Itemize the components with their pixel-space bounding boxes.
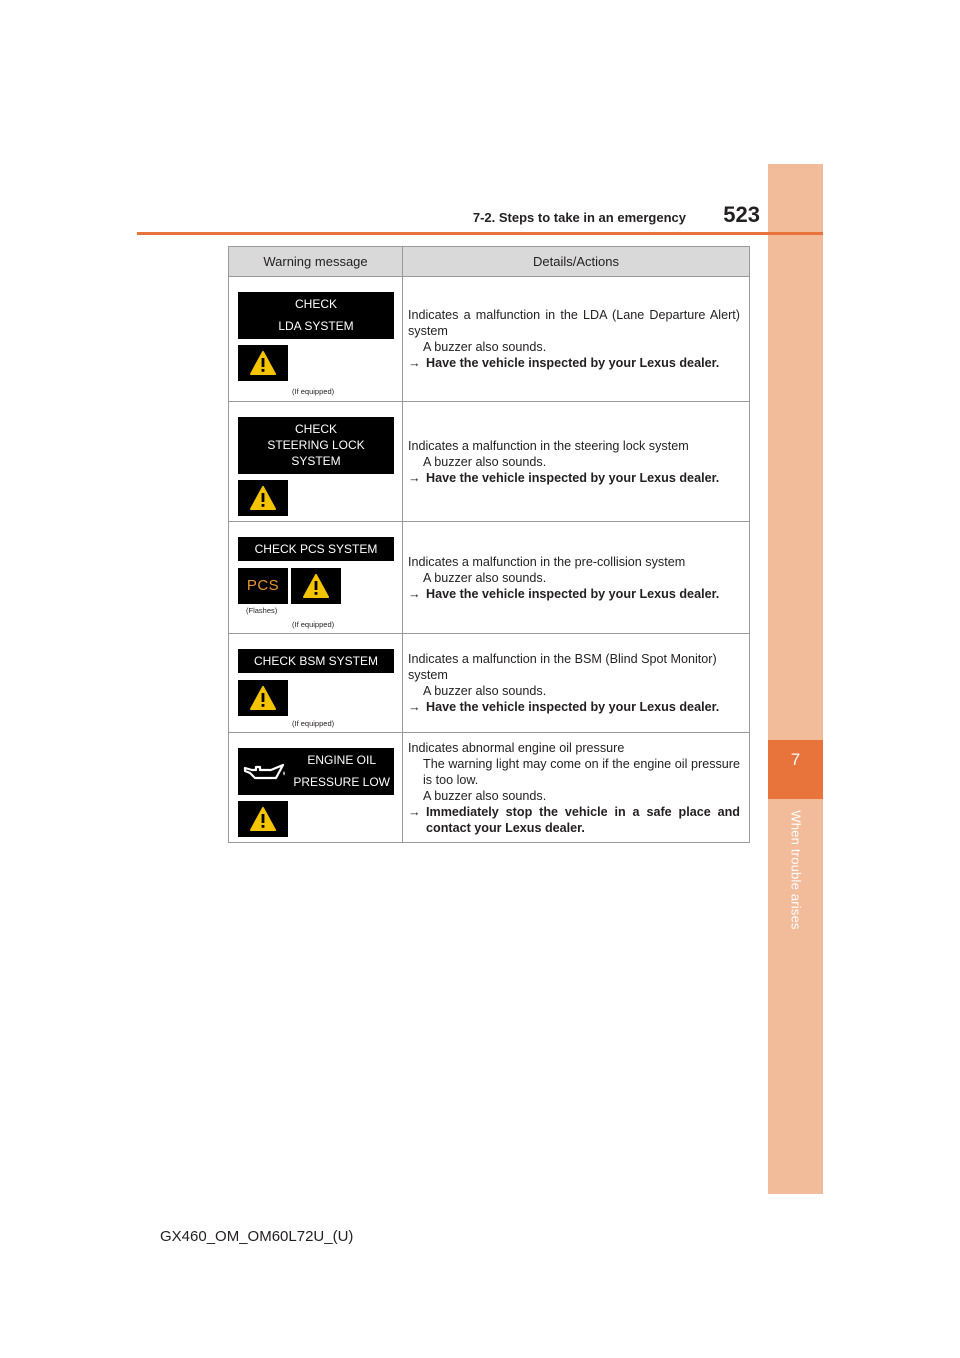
details-cell [403, 733, 750, 843]
warning-light [238, 480, 288, 516]
sub-note: A buzzer also sounds. [423, 788, 547, 803]
details-cell [403, 522, 750, 634]
chapter-number: 7 [790, 750, 801, 769]
description: Indicates abnormal engine oil pressure [408, 740, 625, 755]
warning-visual-cell [229, 522, 403, 634]
document-code: GX460_OM_OM60L72U_(U) [160, 1228, 354, 1245]
warning-triangle-icon [250, 686, 276, 710]
page-number: 523 [723, 202, 760, 227]
flashes-note: (Flashes) [246, 605, 278, 615]
description: Indicates a malfunction in the pre-collision system [408, 554, 686, 569]
section-title: 7-2. Steps to take in an emergency [472, 210, 686, 225]
warning-light [238, 680, 288, 716]
sub-note: A buzzer also sounds. [423, 454, 547, 469]
display-message: CHECK BSM SYSTEM [238, 649, 394, 673]
description: Indicates a malfunction in the steering lock system [408, 438, 689, 453]
if-equipped-note: (If equipped) [292, 619, 335, 629]
display-message: CHECK STEERING LOCK SYSTEM [238, 417, 394, 474]
warning-light [238, 345, 288, 381]
warning-triangle-icon [250, 807, 276, 831]
table-row [229, 522, 750, 634]
sub-note: A buzzer also sounds. [423, 340, 547, 354]
description: Indicates a malfunction in the LDA (Lane Departure Alert) system [408, 308, 740, 338]
warning-visual-cell [229, 277, 403, 402]
warning-visual-cell [229, 402, 403, 522]
table-row [229, 733, 750, 843]
display-message: ENGINE OIL PRESSURE LOW [238, 748, 394, 795]
sub-note: The warning light may come on if the engine oil pressure is too low. [423, 756, 740, 787]
table-row [229, 634, 750, 733]
warning-visual-cell [229, 634, 403, 733]
warning-triangle-icon [303, 574, 329, 598]
warning-triangle-icon [250, 351, 276, 375]
warning-triangle-icon [250, 486, 276, 510]
action-text: → Immediately stop the vehicle in a safe place and contact your Lexus dealer. [408, 804, 740, 835]
chapter-title: When trouble arises [788, 810, 804, 930]
column-header-warning-message: Warning message [229, 247, 403, 277]
table-row [229, 402, 750, 522]
if-equipped-note: (If equipped) [292, 386, 335, 396]
sub-note: A buzzer also sounds. [423, 684, 547, 698]
sub-note: A buzzer also sounds. [423, 570, 547, 585]
arrow-icon: → [408, 356, 421, 370]
display-message: CHECK LDA SYSTEM [238, 292, 394, 339]
column-header-details-actions: Details/Actions [403, 247, 750, 277]
side-tab [768, 164, 823, 1194]
details-cell [403, 402, 750, 522]
warning-light [291, 568, 341, 604]
display-message: CHECK PCS SYSTEM [238, 537, 394, 561]
table-row [229, 277, 750, 402]
warning-visual-cell [229, 733, 403, 843]
details-cell [403, 277, 750, 402]
action-text: → Have the vehicle inspected by your Lexus dealer. [408, 470, 720, 485]
oil-can-icon [243, 762, 287, 782]
action-text: → Have the vehicle inspected by your Lexus dealer. [408, 700, 720, 714]
warning-message-table [228, 246, 750, 843]
header-rule [137, 232, 823, 235]
action-text: → Have the vehicle inspected by your Lexus dealer. [408, 356, 720, 370]
arrow-icon: → [408, 804, 421, 819]
if-equipped-note: (If equipped) [292, 718, 335, 728]
action-text: → Have the vehicle inspected by your Lexus dealer. [408, 586, 720, 601]
arrow-icon: → [408, 470, 421, 485]
warning-light [238, 801, 288, 837]
description: Indicates a malfunction in the BSM (Blind Spot Monitor) system [408, 652, 717, 682]
pcs-indicator: PCS [238, 568, 288, 604]
arrow-icon: → [408, 700, 421, 714]
details-cell [403, 634, 750, 733]
arrow-icon: → [408, 586, 421, 601]
